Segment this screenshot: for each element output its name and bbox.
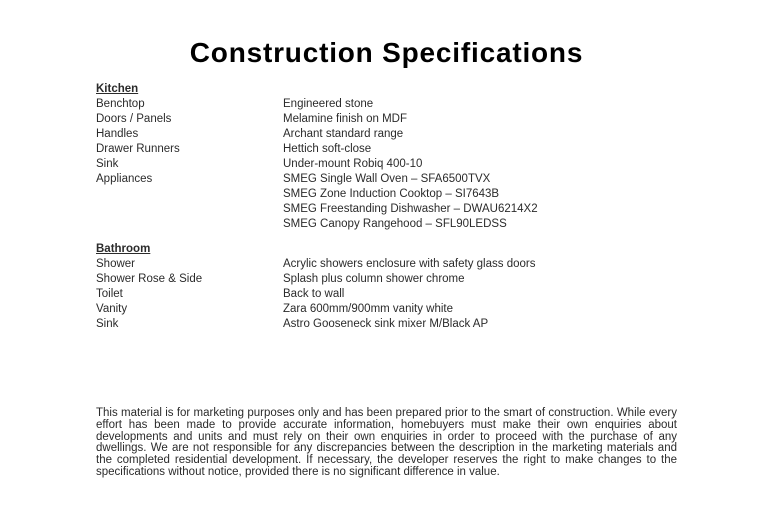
spec-value: SMEG Zone Induction Cooktop – SI7643B <box>283 188 500 200</box>
spec-value: Zara 600mm/900mm vanity white <box>283 303 454 315</box>
spec-value: SMEG Canopy Rangehood – SFL90LEDSS <box>283 218 507 230</box>
spec-sections <box>96 82 677 332</box>
spec-row <box>96 257 677 272</box>
section-heading: Bathroom <box>96 243 151 255</box>
spec-value: Under-mount Robiq 400-10 <box>283 158 423 170</box>
spec-value: SMEG Single Wall Oven – SFA6500TVX <box>283 173 491 185</box>
spec-section <box>96 82 677 232</box>
section-heading: Kitchen <box>96 83 139 95</box>
spec-label: Sink <box>96 158 119 170</box>
spec-label: Toilet <box>96 288 123 300</box>
spec-label: Shower Rose & Side <box>96 273 203 285</box>
spec-label: Appliances <box>96 173 153 185</box>
spec-values <box>283 157 677 172</box>
spec-label: Drawer Runners <box>96 143 180 155</box>
disclaimer-text: This material is for marketing purposes only and has been prepared prior to the smart of construction. While every effort has been made to provide accurate information, homebuyers must make their own enquiries about developments and units and must rely on their own enquiries in order to proceed with the purchase of any dwellings. We are not responsible for any discrepancies between the description in the marketing materials and the completed residential development. If necessary, the developer reserves the right to make changes to the specifications without notice, provided there is no significant difference in value. <box>96 407 677 478</box>
spec-value: Archant standard range <box>283 128 404 140</box>
spec-value: Acrylic showers enclosure with safety glass doors <box>283 258 536 270</box>
spec-values <box>283 97 677 112</box>
spec-row <box>96 302 677 317</box>
spec-values <box>283 302 677 317</box>
spec-row <box>96 172 677 232</box>
spec-row <box>96 142 677 157</box>
spec-row <box>96 127 677 142</box>
spec-row <box>96 112 677 127</box>
spec-value: Splash plus column shower chrome <box>283 273 465 285</box>
spec-label: Handles <box>96 128 139 140</box>
spec-value: Hettich soft-close <box>283 143 372 155</box>
spec-value: Back to wall <box>283 288 345 300</box>
page-title: Construction Specifications <box>189 37 584 68</box>
spec-row <box>96 157 677 172</box>
spec-row <box>96 272 677 287</box>
spec-values <box>283 142 677 157</box>
spec-label: Benchtop <box>96 98 145 110</box>
spec-label: Sink <box>96 318 119 330</box>
spec-label: Doors / Panels <box>96 113 172 125</box>
spec-value: Melamine finish on MDF <box>283 113 407 125</box>
spec-section <box>96 242 677 332</box>
spec-label: Vanity <box>96 303 128 315</box>
spec-value: Astro Gooseneck sink mixer M/Black AP <box>283 318 489 330</box>
spec-values <box>283 317 677 332</box>
spec-label: Shower <box>96 258 135 270</box>
spec-values <box>283 257 677 272</box>
spec-value: SMEG Freestanding Dishwasher – DWAU6214X2 <box>283 203 538 215</box>
spec-values <box>283 112 677 127</box>
spec-value: Engineered stone <box>283 98 374 110</box>
spec-row <box>96 97 677 112</box>
spec-values <box>283 172 677 232</box>
spec-values <box>283 272 677 287</box>
spec-row <box>96 317 677 332</box>
spec-row <box>96 287 677 302</box>
spec-values <box>283 287 677 302</box>
spec-values <box>283 127 677 142</box>
